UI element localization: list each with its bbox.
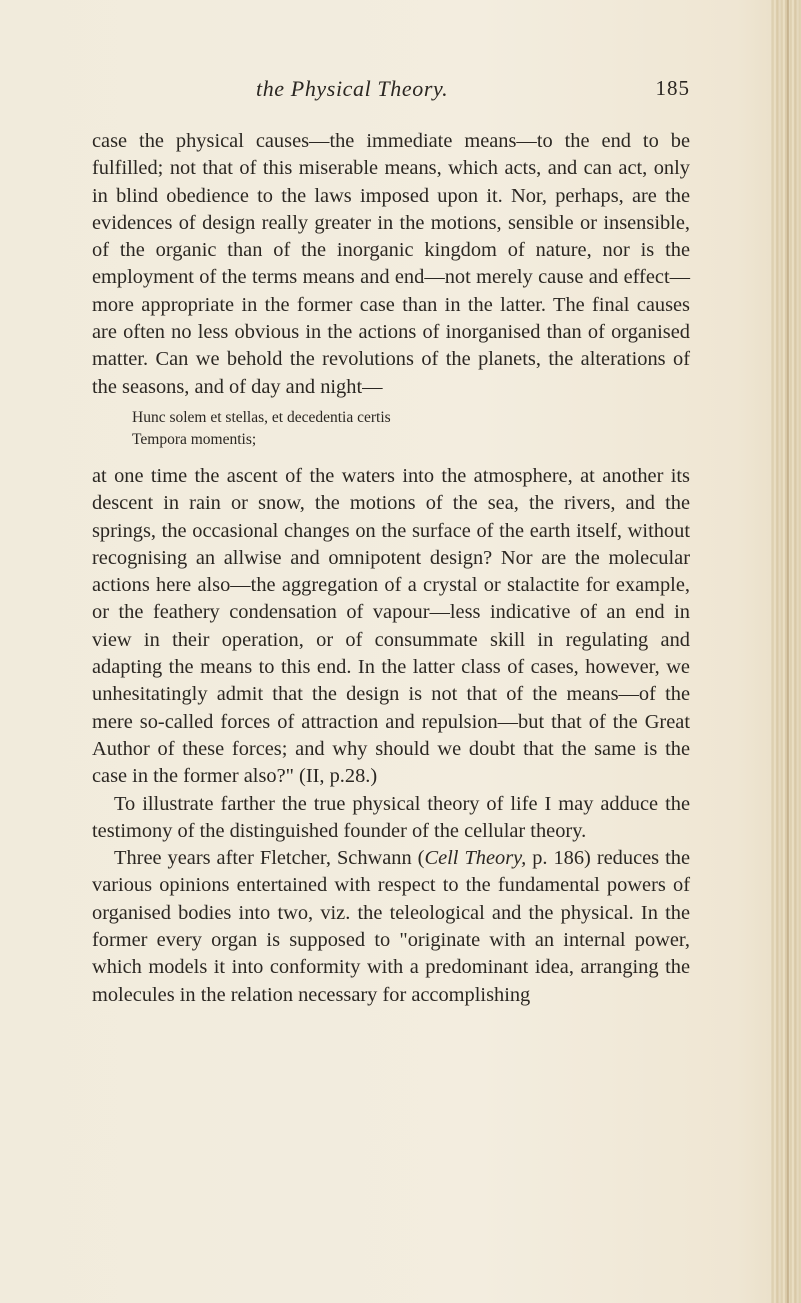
paragraph-4-start: Three years after Fletcher, Schwann (	[114, 847, 425, 870]
quote-line-1: Hunc solem et stellas, et decedentia certis	[132, 408, 391, 426]
paragraph-2: at one time the ascent of the waters into the atmosphere, at another its descent in rain or snow, the motions of the sea, the rivers, and the springs, the occasional changes on the surface of the earth itself, without recognising an allwise and omnipotent design? Nor are the molecular actions here also—the aggregation of a crystal or stalactite for example, or the feathery condensation of vapour—less indicative of an end in view in their operation, or of consummate skill in regulating and adapting the means to this end. In the latter class of cases, however, we unhesitatingly admit that the design is not that of the means—of the mere so-called forces of attraction and repulsion—but that of the Great Author of these forces; and why should we doubt that the same is the case in the former also?" (II, p.28.)	[92, 464, 690, 788]
book-title-cell-theory: Cell Theory,	[424, 847, 527, 870]
latin-quotation	[132, 407, 690, 451]
page-number: 185	[655, 76, 690, 100]
paragraph-4	[92, 845, 690, 1009]
page-edge-shadow	[771, 0, 801, 1303]
running-header	[92, 76, 690, 106]
paragraph-3: To illustrate farther the true physical theory of life I may adduce the testimony of the distinguished founder of the cellular theory.	[92, 792, 690, 842]
paragraph-4-rest: p. 186) reduces the various opinions entertained with respect to the fundamental powers of organised bodies into two, viz. the teleological and the physical. In the former every organ is supposed to "originate with an internal power, which models it into conformity with a predominant idea, arranging the molecules in the relation necessary for accomplishing	[92, 847, 690, 1006]
body-text	[92, 128, 690, 1009]
paragraph-1: case the physical causes—the immediate means—to the end to be fulfilled; not that of this miserable means, which acts, and can act, only in blind obedience to the laws imposed upon it. Nor, perhaps, are the evidences of design really greater in the motions, sensible or insensible, of the organic than of the inorganic kingdom of nature, nor is the employment of the terms means and end—not merely cause and effect—more appropriate in the former case than in the latter. The final causes are often no less obvious in the actions of inorganised than of organised matter. Can we behold the revolutions of the planets, the alterations of the seasons, and of day and night—	[92, 130, 690, 398]
page-edge-line	[787, 0, 789, 1303]
running-title: the Physical Theory.	[256, 76, 449, 101]
quote-line-2: Tempora momentis;	[132, 430, 257, 448]
